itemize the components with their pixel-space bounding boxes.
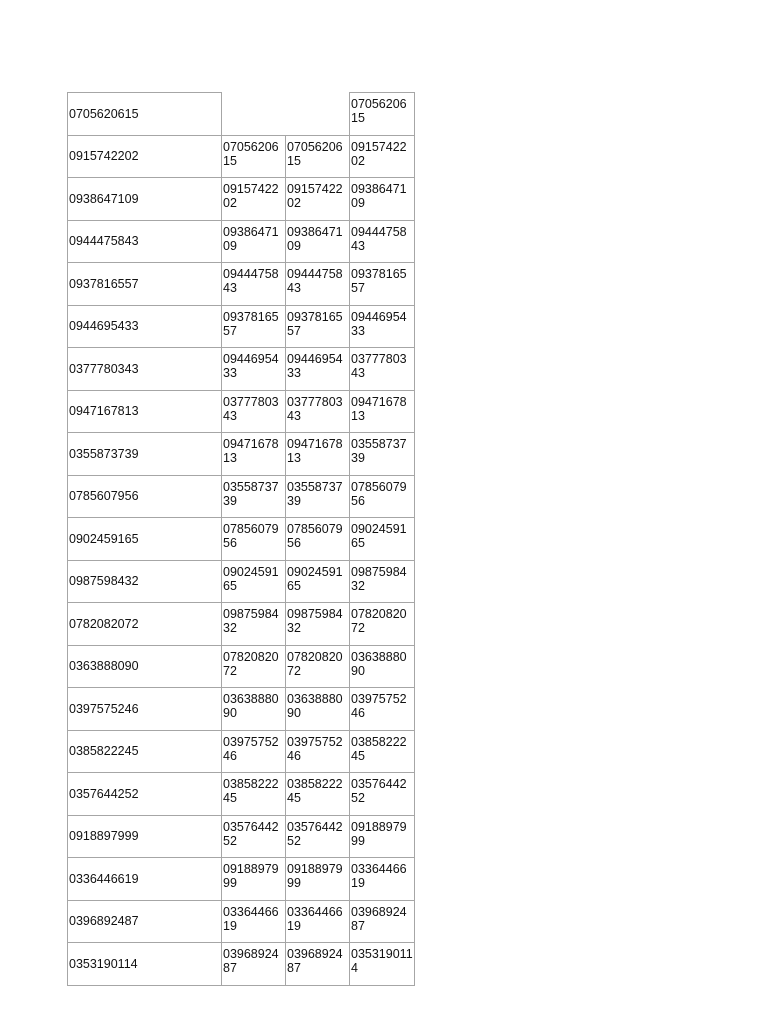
table-cell-phone-number: 0377780343 <box>222 390 286 433</box>
table-cell-phone-number: 0363888090 <box>222 688 286 731</box>
table-row <box>68 178 415 221</box>
table-cell-phone-number: 0915742202 <box>222 178 286 221</box>
table-cell-phone-number: 0918897999 <box>350 815 415 858</box>
table-cell-phone-number: 0782082072 <box>68 603 222 646</box>
table-row <box>68 858 415 901</box>
table-row <box>68 433 415 476</box>
table-cell-phone-number: 0785607956 <box>350 475 415 518</box>
table-cell-phone-number: 0938647109 <box>286 220 350 263</box>
table-cell-phone-number: 0355873739 <box>350 433 415 476</box>
table-cell-phone-number: 0902459165 <box>68 518 222 561</box>
table-cell-phone-number: 0377780343 <box>286 390 350 433</box>
table-cell-phone-number: 0918897999 <box>286 858 350 901</box>
table-cell-phone-number: 0385822245 <box>350 730 415 773</box>
table-cell-phone-number: 0363888090 <box>286 688 350 731</box>
table-row <box>68 305 415 348</box>
table-cell-phone-number: 0385822245 <box>68 730 222 773</box>
table-cell-phone-number: 0944695433 <box>222 348 286 391</box>
table-cell-phone-number: 0944475843 <box>68 220 222 263</box>
table-cell-phone-number: 0987598432 <box>222 603 286 646</box>
table-row <box>68 263 415 306</box>
table-row <box>68 815 415 858</box>
table-cell-phone-number: 0397575246 <box>286 730 350 773</box>
table-cell-phone-number: 0336446619 <box>286 900 350 943</box>
table-cell-phone-number: 0357644252 <box>350 773 415 816</box>
table-cell-phone-number: 0396892487 <box>68 900 222 943</box>
table-row <box>68 390 415 433</box>
table-cell-phone-number: 0363888090 <box>350 645 415 688</box>
table-cell-phone-number: 0918897999 <box>222 858 286 901</box>
table-row <box>68 773 415 816</box>
table-cell-phone-number: 0705620615 <box>222 135 286 178</box>
table-cell-phone-number: 0385822245 <box>286 773 350 816</box>
table-cell-phone-number: 0355873739 <box>286 475 350 518</box>
table-row <box>68 518 415 561</box>
table-cell-phone-number: 0937816557 <box>286 305 350 348</box>
table-cell-phone-number: 0902459165 <box>286 560 350 603</box>
table-cell-empty <box>222 93 286 136</box>
table-cell-phone-number: 0937816557 <box>222 305 286 348</box>
table-cell-phone-number: 0782082072 <box>286 645 350 688</box>
table-cell-phone-number: 0915742202 <box>286 178 350 221</box>
table-row <box>68 560 415 603</box>
table-cell-phone-number: 0397575246 <box>68 688 222 731</box>
table-row <box>68 348 415 391</box>
table-cell-phone-number: 0396892487 <box>286 943 350 986</box>
table-cell-phone-number: 0336446619 <box>222 900 286 943</box>
table-cell-phone-number: 0785607956 <box>68 475 222 518</box>
table-row <box>68 475 415 518</box>
table-cell-phone-number: 0357644252 <box>222 815 286 858</box>
table-cell-phone-number: 0938647109 <box>222 220 286 263</box>
table-body <box>68 93 415 986</box>
table-cell-phone-number: 0396892487 <box>222 943 286 986</box>
table-cell-phone-number: 0918897999 <box>68 815 222 858</box>
table-row <box>68 943 415 986</box>
table-cell-phone-number: 0782082072 <box>350 603 415 646</box>
table-cell-phone-number: 0944695433 <box>286 348 350 391</box>
table-row <box>68 135 415 178</box>
table-cell-phone-number: 0397575246 <box>350 688 415 731</box>
table-row <box>68 730 415 773</box>
table-cell-phone-number: 0947167813 <box>286 433 350 476</box>
table-cell-phone-number: 0357644252 <box>68 773 222 816</box>
table-cell-phone-number: 0944695433 <box>350 305 415 348</box>
table-row <box>68 603 415 646</box>
table-cell-phone-number: 0336446619 <box>68 858 222 901</box>
table-cell-phone-number: 0705620615 <box>286 135 350 178</box>
table-cell-phone-number: 0915742202 <box>68 135 222 178</box>
table-cell-phone-number: 0785607956 <box>286 518 350 561</box>
table-cell-phone-number: 0944475843 <box>222 263 286 306</box>
table-cell-phone-number: 0355873739 <box>222 475 286 518</box>
table-cell-phone-number: 0987598432 <box>350 560 415 603</box>
table-cell-phone-number: 0377780343 <box>350 348 415 391</box>
table-cell-phone-number: 0944695433 <box>68 305 222 348</box>
table-cell-phone-number: 0363888090 <box>68 645 222 688</box>
table-cell-phone-number: 0902459165 <box>350 518 415 561</box>
table-cell-phone-number: 0705620615 <box>68 93 222 136</box>
table-cell-phone-number: 0938647109 <box>350 178 415 221</box>
table-row <box>68 645 415 688</box>
table-cell-phone-number: 0385822245 <box>222 773 286 816</box>
table-cell-phone-number: 0938647109 <box>68 178 222 221</box>
table-cell-phone-number: 0397575246 <box>222 730 286 773</box>
phone-number-table <box>67 92 415 986</box>
table-cell-phone-number: 0947167813 <box>68 390 222 433</box>
table-cell-phone-number: 0377780343 <box>68 348 222 391</box>
table-cell-phone-number: 0353190114 <box>350 943 415 986</box>
table-row <box>68 688 415 731</box>
table-row <box>68 220 415 263</box>
table-cell-phone-number: 0902459165 <box>222 560 286 603</box>
table-cell-phone-number: 0944475843 <box>286 263 350 306</box>
table-cell-phone-number: 0396892487 <box>350 900 415 943</box>
table-cell-phone-number: 0987598432 <box>286 603 350 646</box>
table-cell-phone-number: 0357644252 <box>286 815 350 858</box>
table-cell-phone-number: 0915742202 <box>350 135 415 178</box>
table-cell-phone-number: 0785607956 <box>222 518 286 561</box>
table-cell-phone-number: 0937816557 <box>68 263 222 306</box>
table-cell-phone-number: 0944475843 <box>350 220 415 263</box>
table-cell-phone-number: 0336446619 <box>350 858 415 901</box>
table-cell-phone-number: 0947167813 <box>350 390 415 433</box>
table-cell-phone-number: 0947167813 <box>222 433 286 476</box>
table-cell-empty <box>286 93 350 136</box>
table-cell-phone-number: 0353190114 <box>68 943 222 986</box>
table-row <box>68 93 415 136</box>
table-cell-phone-number: 0355873739 <box>68 433 222 476</box>
table-row <box>68 900 415 943</box>
table-cell-phone-number: 0705620615 <box>350 93 415 136</box>
table-cell-phone-number: 0782082072 <box>222 645 286 688</box>
table-cell-phone-number: 0987598432 <box>68 560 222 603</box>
table-cell-phone-number: 0937816557 <box>350 263 415 306</box>
